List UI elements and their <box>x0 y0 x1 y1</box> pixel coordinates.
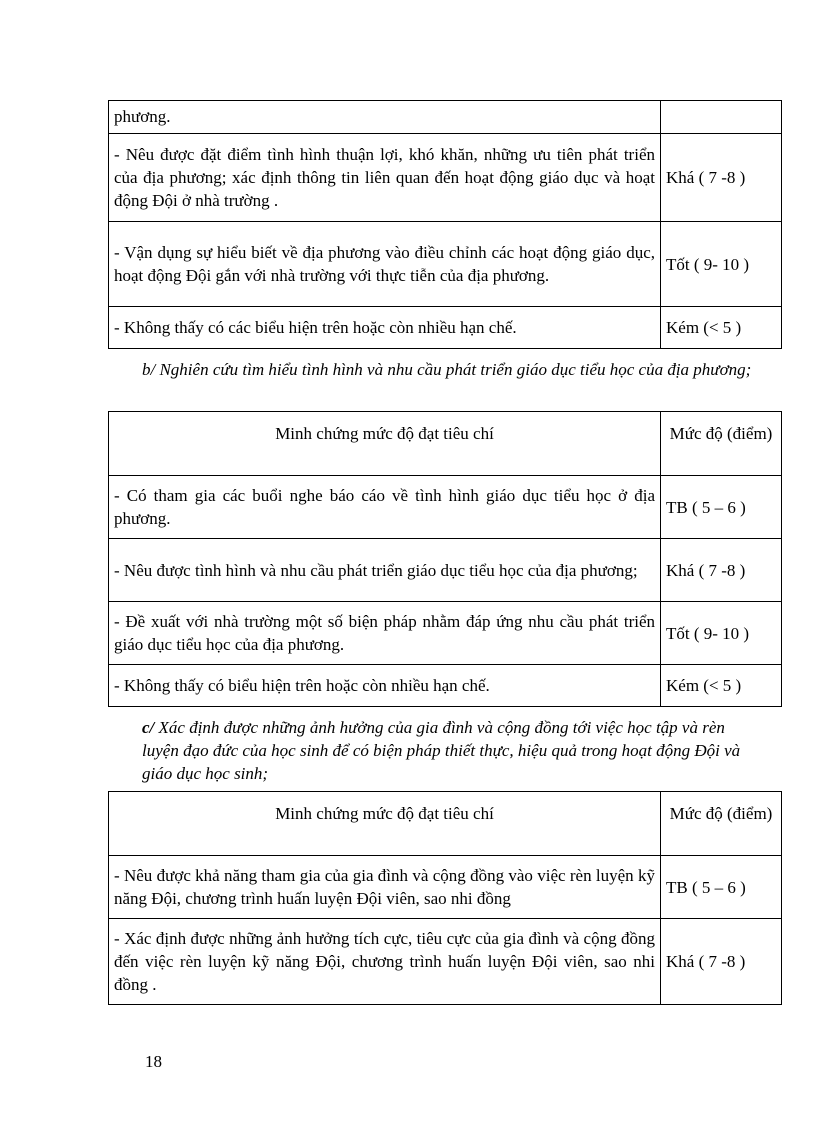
column-header-level: Mức độ (điểm) <box>661 412 782 476</box>
row-description: - Nêu được khả năng tham gia của gia đình và cộng đồng vào việc rèn luyện kỹ năng Đội, chương trình huấn luyện Đội viên, sao nhi đồng <box>109 856 661 919</box>
row-level: Tốt ( 9- 10 ) <box>661 602 782 665</box>
section-c-label: c/ <box>142 718 155 737</box>
row-description: - Xác định được những ảnh hưởng tích cực, tiêu cực của gia đình và cộng đồng đến việc rèn luyện kỹ năng Đội, chương trình huấn luyện Đội viên, sao nhi đồng . <box>109 919 661 1005</box>
page-number: 18 <box>145 1052 162 1071</box>
row-description: - Vận dụng sự hiểu biết về địa phương vào điều chỉnh các hoạt động giáo dục, hoạt động Đội gắn với nhà trường với thực tiễn của địa phương. <box>109 222 661 307</box>
row-level: TB ( 5 – 6 ) <box>661 476 782 539</box>
table-row <box>109 602 782 665</box>
section-c-text: Xác định được những ảnh hưởng của gia đình và cộng đồng tới việc học tập và rèn luyện đạo đức của học sinh để có biện pháp thiết thực, hiệu quả trong hoạt động Đội và giáo dục học sinh; <box>142 718 741 783</box>
section-c-heading <box>142 716 762 785</box>
column-header-level: Mức độ (điểm) <box>661 792 782 856</box>
row-description: phương. <box>109 101 661 134</box>
table-row <box>109 919 782 1005</box>
row-description: - Nêu được đặt điểm tình hình thuận lợi, khó khăn, những ưu tiên phát triển của địa phương; xác định thông tin liên quan đến hoạt động giáo dục và hoạt động Đội ở nhà trường . <box>109 134 661 222</box>
table-header-row <box>109 412 782 476</box>
row-level: Khá ( 7 -8 ) <box>661 539 782 602</box>
table-row <box>109 539 782 602</box>
table-row <box>109 101 782 134</box>
criteria-table-b <box>108 411 782 707</box>
table-row <box>109 134 782 222</box>
row-description: - Không thấy có biểu hiện trên hoặc còn nhiều hạn chế. <box>109 665 661 707</box>
table-row <box>109 856 782 919</box>
table-header-row <box>109 792 782 856</box>
row-level <box>661 101 782 134</box>
row-level: Tốt ( 9- 10 ) <box>661 222 782 307</box>
table-row <box>109 307 782 349</box>
criteria-table-a <box>108 100 782 349</box>
row-level: Khá ( 7 -8 ) <box>661 919 782 1005</box>
row-description: - Đề xuất với nhà trường một số biện pháp nhằm đáp ứng nhu cầu phát triển giáo dục tiểu học của địa phương. <box>109 602 661 665</box>
row-level: Kém (< 5 ) <box>661 665 782 707</box>
column-header-evidence: Minh chứng mức độ đạt tiêu chí <box>109 412 661 476</box>
table-row <box>109 476 782 539</box>
criteria-table-c <box>108 791 782 1005</box>
column-header-evidence: Minh chứng mức độ đạt tiêu chí <box>109 792 661 856</box>
row-level: Kém (< 5 ) <box>661 307 782 349</box>
table-row <box>109 222 782 307</box>
row-description: - Nêu được tình hình và nhu cầu phát triển giáo dục tiểu học của địa phương; <box>109 539 661 602</box>
section-b-heading: b/ Nghiên cứu tìm hiểu tình hình và nhu cầu phát triển giáo dục tiểu học của địa phương; <box>142 360 752 379</box>
row-level: Khá ( 7 -8 ) <box>661 134 782 222</box>
row-description: - Có tham gia các buổi nghe báo cáo về tình hình giáo dục tiểu học ở địa phương. <box>109 476 661 539</box>
row-level: TB ( 5 – 6 ) <box>661 856 782 919</box>
row-description: - Không thấy có các biểu hiện trên hoặc còn nhiều hạn chế. <box>109 307 661 349</box>
table-row <box>109 665 782 707</box>
